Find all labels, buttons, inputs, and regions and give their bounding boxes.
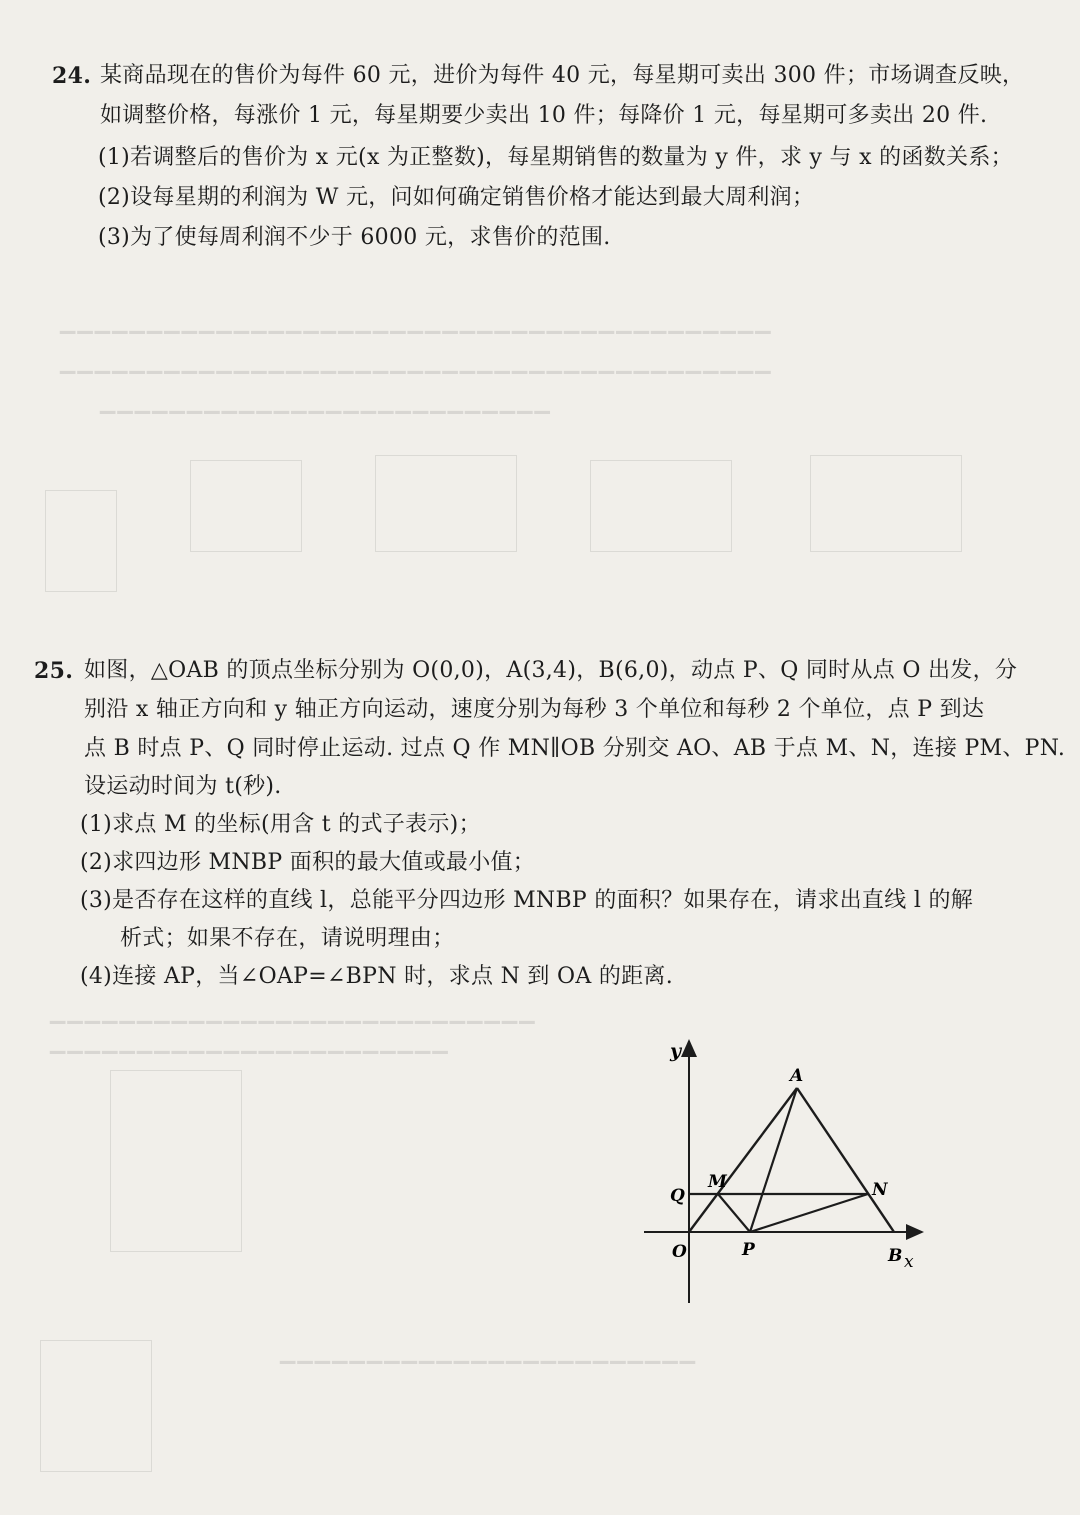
question-24-number: 24. (52, 63, 92, 89)
bleed-through-text-4: ▁▁▁▁▁▁▁▁▁▁▁▁▁▁▁▁▁▁▁▁▁▁▁▁▁▁▁▁ (50, 1000, 537, 1024)
question-25-part-4: (4)连接 AP，当∠OAP=∠BPN 时，求点 N 到 OA 的距离. (80, 964, 674, 989)
question-25-line-3: 点 B 时点 P、Q 同时停止运动. 过点 Q 作 MN∥OB 分别交 AO、AB 于点 M、N，连接 PM、PN. (84, 736, 1066, 761)
bleed-through-box-5 (45, 490, 117, 592)
bleed-through-box-1 (190, 460, 302, 552)
question-24-line-2: 如调整价格，每涨价 1 元，每星期要少卖出 10 件；每降价 1 元，每星期可多卖出 20 件. (100, 103, 988, 128)
question-25-line-1: 如图，△OAB 的顶点坐标分别为 O(0,0)，A(3,4)，B(6,0)，动点 P、Q 同时从点 O 出发，分 (84, 658, 1018, 683)
label-M: M (708, 1172, 727, 1192)
label-x: x (904, 1252, 914, 1272)
bleed-through-box-6 (110, 1070, 242, 1252)
segment-AB (797, 1088, 894, 1232)
segment-PN (750, 1194, 868, 1232)
question-24-part-2: (2)设每星期的利润为 W 元，问如何确定销售价格才能达到最大周利润； (98, 185, 815, 210)
question-25-figure (632, 1035, 932, 1305)
bleed-through-text-1: ▁▁▁▁▁▁▁▁▁▁▁▁▁▁▁▁▁▁▁▁▁▁▁▁▁▁▁▁▁▁▁▁▁▁▁▁▁▁▁▁▁ (60, 310, 773, 334)
bleed-through-text-2: ▁▁▁▁▁▁▁▁▁▁▁▁▁▁▁▁▁▁▁▁▁▁▁▁▁▁▁▁▁▁▁▁▁▁▁▁▁▁▁▁▁ (60, 350, 773, 374)
segment-PM (718, 1194, 750, 1232)
label-A: A (790, 1066, 804, 1086)
question-25-line-2: 别沿 x 轴正方向和 y 轴正方向运动，速度分别为每秒 3 个单位和每秒 2 个单位，点 P 到达 (84, 697, 985, 722)
question-24-line-1: 某商品现在的售价为每件 60 元，进价为每件 40 元，每星期可卖出 300 件；市场调查反映， (100, 63, 1025, 88)
label-B: B (888, 1246, 903, 1266)
question-25-part-3-cont: 析式；如果不存在，请说明理由； (120, 926, 455, 951)
label-y: y (670, 1040, 682, 1062)
question-24-part-3: (3)为了使每周利润不少于 6000 元，求售价的范围. (98, 225, 611, 250)
bleed-through-box-3 (590, 460, 732, 552)
question-25-part-2: (2)求四边形 MNBP 面积的最大值或最小值； (80, 850, 536, 875)
segment-OA (689, 1088, 797, 1232)
bleed-through-box-7 (40, 1340, 152, 1472)
question-25-part-1: (1)求点 M 的坐标(用含 t 的式子表示)； (80, 812, 481, 837)
bleed-through-box-4 (810, 455, 962, 552)
question-25-part-3: (3)是否存在这样的直线 l，总能平分四边形 MNBP 的面积？如果存在，请求出直线 l 的解 (80, 888, 974, 913)
label-Q: Q (670, 1186, 685, 1206)
label-P: P (742, 1240, 755, 1260)
bleed-through-text-6: ▁▁▁▁▁▁▁▁▁▁▁▁▁▁▁▁▁▁▁▁▁▁▁▁ (280, 1340, 698, 1364)
question-24-part-1: (1)若调整后的售价为 x 元(x 为正整数)，每星期销售的数量为 y 件，求 y 与 x 的函数关系； (98, 145, 1013, 170)
bleed-through-text-5: ▁▁▁▁▁▁▁▁▁▁▁▁▁▁▁▁▁▁▁▁▁▁▁ (50, 1030, 450, 1054)
label-N: N (872, 1180, 888, 1200)
question-25-line-4: 设运动时间为 t(秒). (84, 774, 282, 799)
bleed-through-text-3: ▁▁▁▁▁▁▁▁▁▁▁▁▁▁▁▁▁▁▁▁▁▁▁▁▁▁ (100, 390, 552, 414)
bleed-through-box-2 (375, 455, 517, 552)
segment-AP (750, 1088, 797, 1232)
question-25-number: 25. (34, 658, 74, 684)
label-O: O (672, 1242, 687, 1262)
